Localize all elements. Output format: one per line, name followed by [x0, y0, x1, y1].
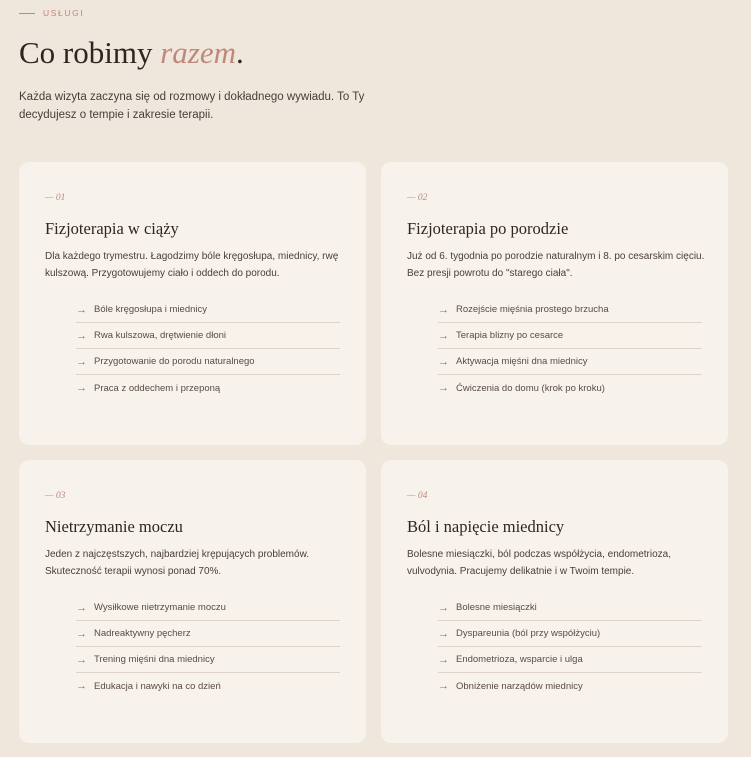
service-card-incontinence: [19, 460, 366, 743]
list-item-label: Bolesne miesiączki: [456, 602, 537, 613]
arrow-right-icon: →: [76, 329, 87, 342]
list-item-label: Dyspareunia (ból przy współżyciu): [456, 628, 601, 639]
card-title: Fizjoterapia po porodzie: [407, 219, 569, 238]
list-item: [76, 595, 340, 621]
list-item-label: Endometrioza, wsparcie i ulga: [456, 654, 583, 665]
arrow-right-icon: →: [438, 601, 449, 614]
arrow-right-icon: →: [438, 329, 449, 342]
list-item-label: Obniżenie narządów miednicy: [456, 680, 583, 692]
service-card-pelvic-pain: [381, 460, 728, 743]
list-item-label: Trening mięśni dna miednicy: [94, 654, 215, 665]
card-number: — 02: [407, 193, 428, 203]
list-item-label: Edukacja i nawyki na co dzień: [94, 680, 221, 692]
list-item: [76, 349, 340, 375]
arrow-right-icon: →: [438, 627, 449, 640]
card-description: Już od 6. tygodnia po porodzie naturalnym i 8. po cesarskim cięciu. Bez presji powrotu do "starego ciała".: [407, 251, 705, 279]
card-title: Nietrzymanie moczu: [45, 517, 183, 536]
arrow-right-icon: →: [76, 653, 87, 666]
card-description: Dla każdego trymestru. Łagodzimy bóle kręgosłupa, miednicy, rwę kulszową. Przygotowujemy ciało i oddech do porodu.: [45, 251, 339, 279]
card-number: — 01: [45, 193, 66, 203]
arrow-right-icon: →: [76, 303, 87, 316]
intro-text: Każda wizyta zaczyna się od rozmowy i dokładnego wywiadu. To Ty decydujesz o tempie i zakresie terapii.: [19, 91, 365, 121]
eyebrow-label: USŁUGI: [43, 8, 85, 18]
card-description: Jeden z najczęstszych, najbardziej krępujących problemów. Skuteczność terapii wynosi ponad 70%.: [45, 549, 310, 577]
card-feature-list: [438, 297, 702, 401]
list-item-label: Rozejście mięśnia prostego brzucha: [456, 304, 609, 315]
list-item-label: Praca z oddechem i przeponą: [94, 382, 221, 394]
title-accent: razem: [160, 35, 237, 70]
service-card-postpartum: [381, 162, 728, 445]
service-card-pregnancy: [19, 162, 366, 445]
list-item-label: Terapia blizny po cesarce: [456, 330, 564, 341]
list-item: [438, 323, 702, 349]
card-description: Bolesne miesiączki, ból podczas współżycia, endometrioza, vulvodynia. Pracujemy delikatnie i w Twoim tempie.: [407, 549, 672, 577]
section-eyebrow: [19, 8, 84, 18]
eyebrow-line: [19, 13, 35, 14]
list-item: [76, 647, 340, 673]
arrow-right-icon: →: [76, 382, 87, 394]
list-item: [438, 673, 702, 699]
list-item: [438, 375, 702, 401]
page-title: [19, 35, 244, 71]
list-item: [76, 323, 340, 349]
arrow-right-icon: →: [438, 303, 449, 316]
arrow-right-icon: →: [76, 355, 87, 368]
arrow-right-icon: →: [438, 355, 449, 368]
list-item: [438, 621, 702, 647]
arrow-right-icon: →: [76, 601, 87, 614]
card-title: Fizjoterapia w ciąży: [45, 219, 179, 238]
arrow-right-icon: →: [76, 680, 87, 692]
list-item-label: Przygotowanie do porodu naturalnego: [94, 356, 255, 367]
arrow-right-icon: →: [438, 653, 449, 666]
title-end: .: [236, 35, 244, 70]
list-item: [76, 673, 340, 699]
list-item: [438, 595, 702, 621]
title-main: Co robimy: [19, 35, 161, 70]
list-item: [76, 621, 340, 647]
list-item: [438, 297, 702, 323]
list-item: [76, 297, 340, 323]
card-number: — 03: [45, 491, 66, 501]
list-item: [76, 375, 340, 401]
list-item-label: Bóle kręgosłupa i miednicy: [94, 304, 208, 315]
card-title: Ból i napięcie miednicy: [407, 517, 565, 536]
arrow-right-icon: →: [438, 382, 449, 394]
list-item: [438, 349, 702, 375]
card-feature-list: [438, 595, 702, 699]
arrow-right-icon: →: [76, 627, 87, 640]
list-item-label: Nadreaktywny pęcherz: [94, 628, 191, 639]
list-item-label: Wysiłkowe nietrzymanie moczu: [94, 602, 226, 613]
list-item: [438, 647, 702, 673]
arrow-right-icon: →: [438, 680, 449, 692]
card-feature-list: [76, 595, 340, 699]
card-number: — 04: [407, 491, 428, 501]
list-item-label: Ćwiczenia do domu (krok po kroku): [456, 382, 605, 394]
card-feature-list: [76, 297, 340, 401]
list-item-label: Rwa kulszowa, drętwienie dłoni: [94, 330, 227, 341]
list-item-label: Aktywacja mięśni dna miednicy: [456, 356, 588, 367]
